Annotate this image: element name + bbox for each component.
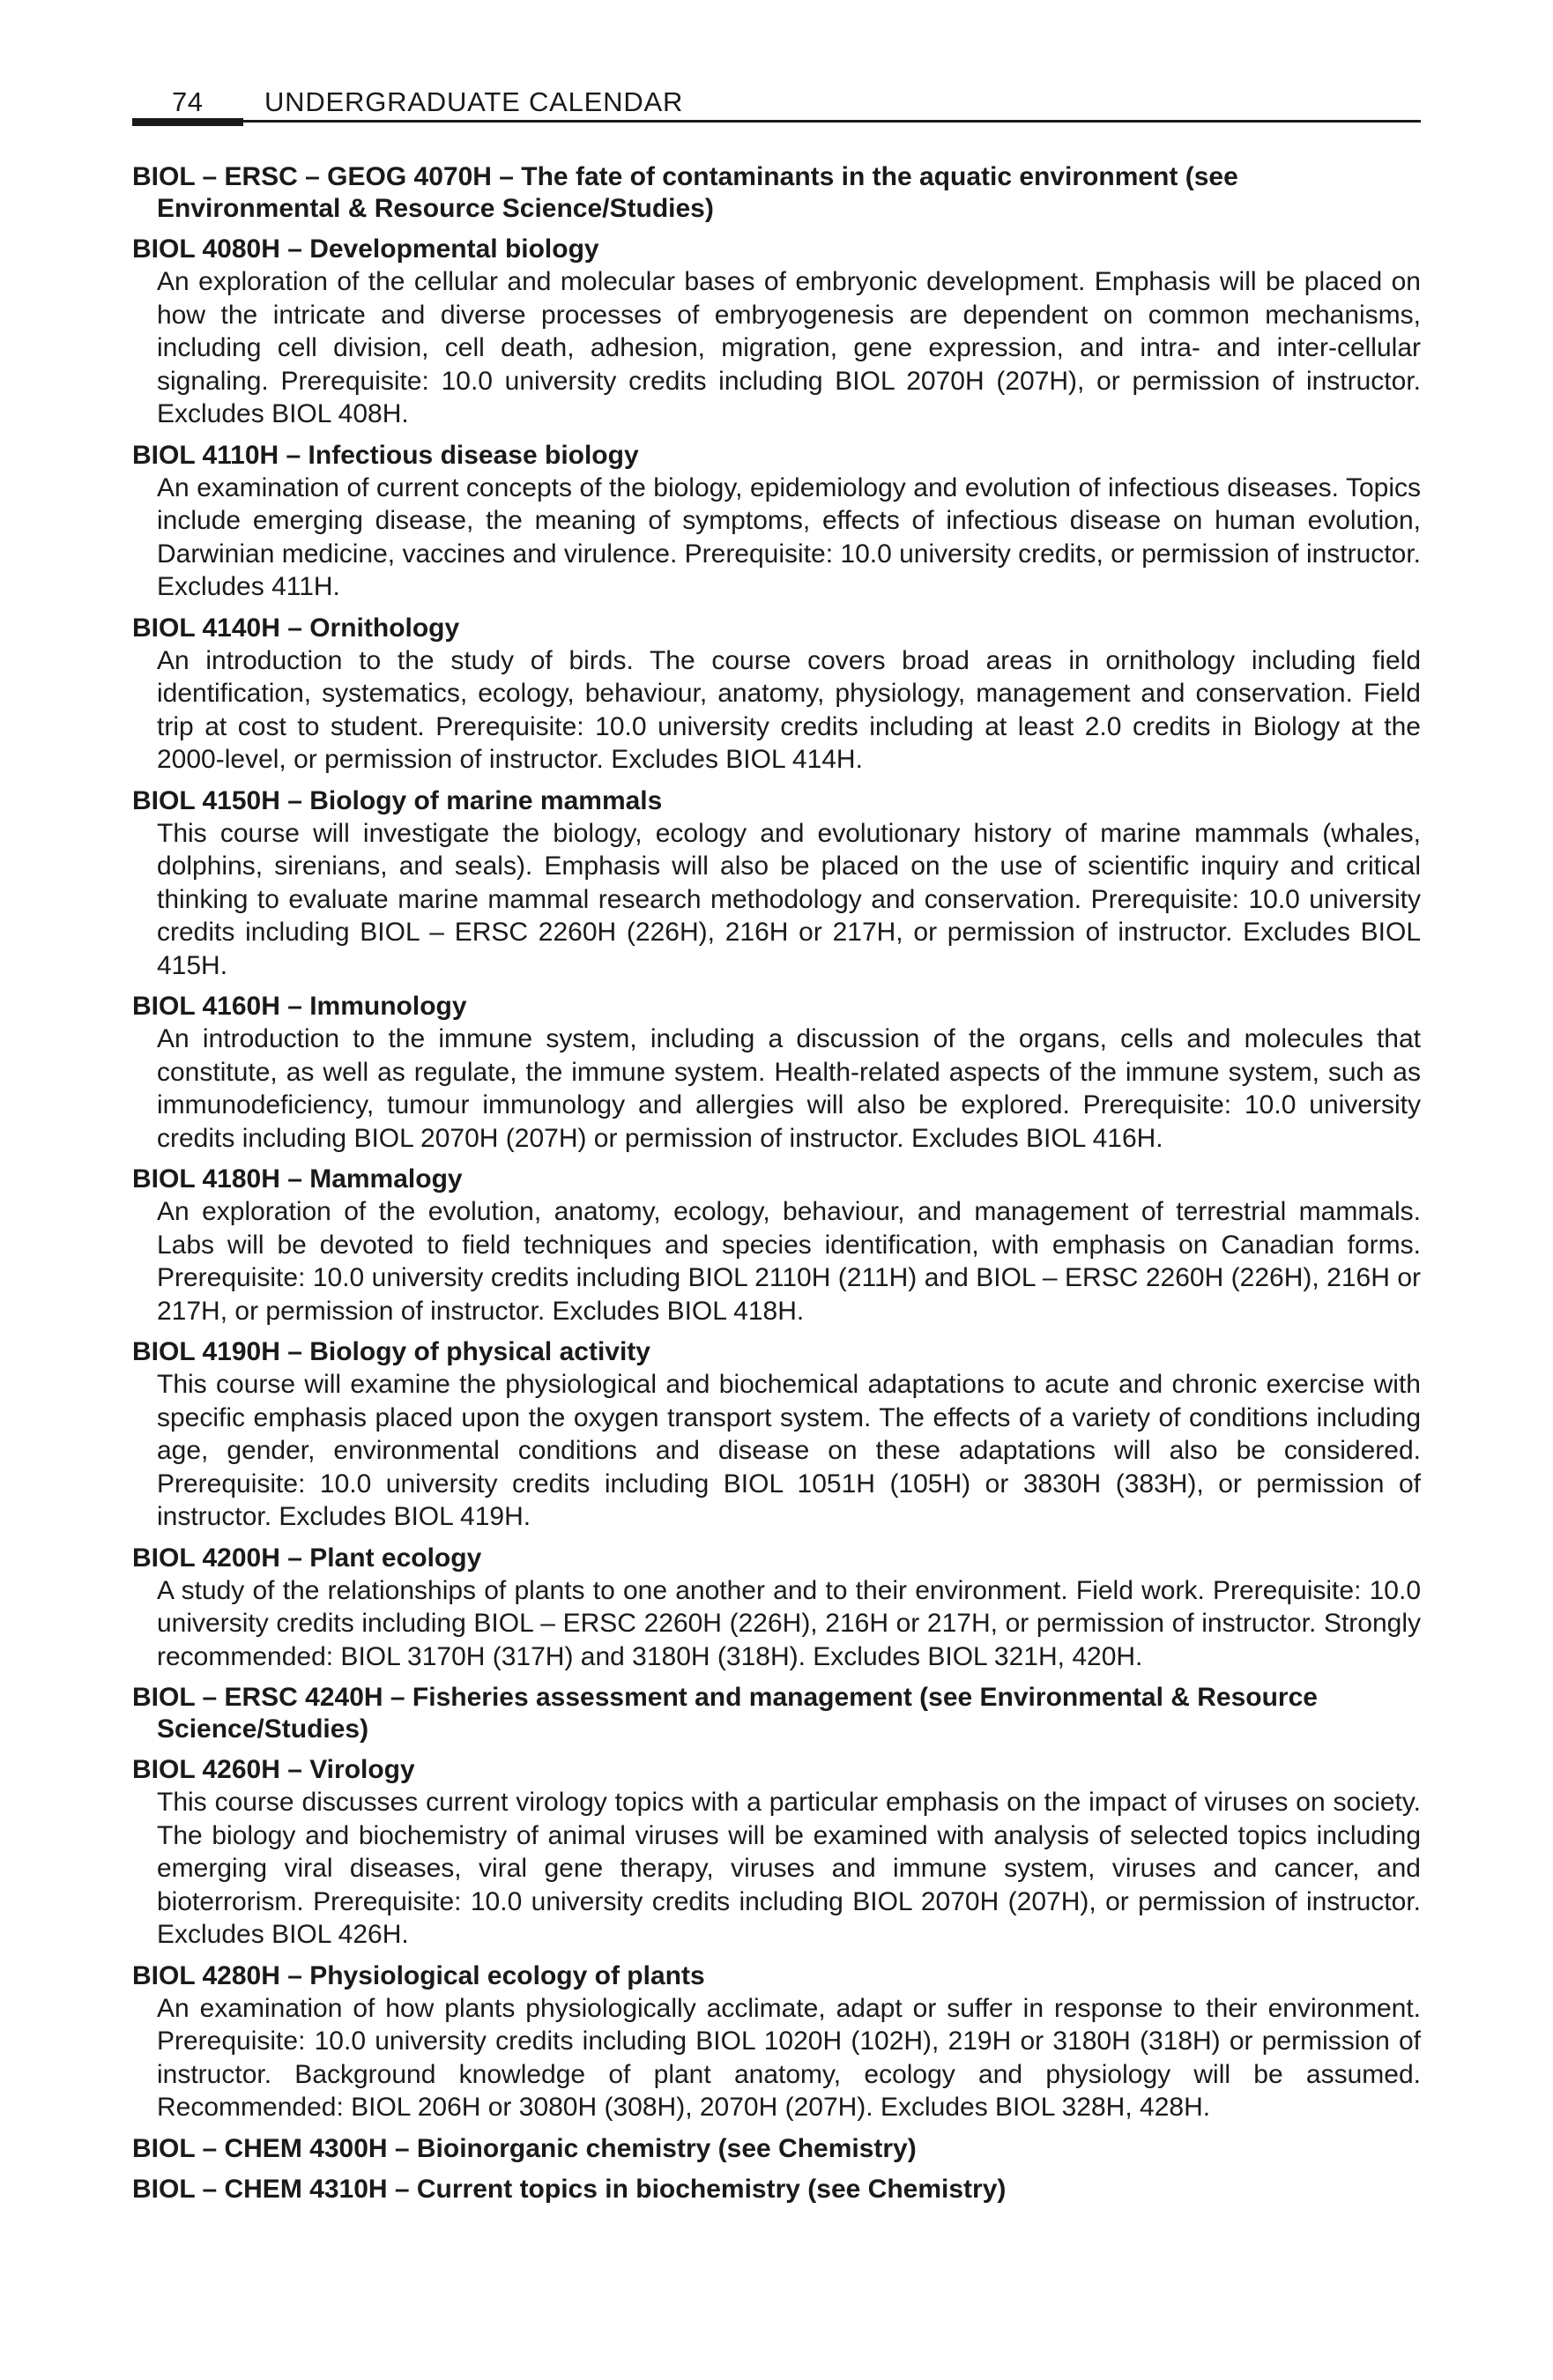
course-entry bbox=[132, 2174, 1421, 2205]
course-description: An exploration of the cellular and molecular bases of embryonic development. Emphasis will be placed on how the intricate and diverse processes of embryogenesis are dependent on common mechanisms, including cell division, cell death, adhesion, migration, gene expression, and intra- and inter-cellular signaling. Prerequisite: 10.0 university credits including BIOL 2070H (207H), or permission of instructor. Excludes BIOL 408H. bbox=[157, 267, 1421, 428]
course-entry bbox=[132, 1960, 1421, 2124]
course-entry bbox=[132, 1682, 1421, 1745]
course-title: BIOL 4150H – Biology of marine mammals bbox=[132, 785, 663, 815]
course-entry bbox=[132, 234, 1421, 431]
course-title: BIOL 4080H – Developmental biology bbox=[132, 234, 599, 264]
course-listing bbox=[132, 161, 1421, 2214]
course-title: BIOL 4160H – Immunology bbox=[132, 992, 467, 1021]
page-header bbox=[132, 81, 1421, 123]
course-title: BIOL 4190H – Biology of physical activity bbox=[132, 1337, 650, 1366]
course-title: BIOL – CHEM 4300H – Bioinorganic chemistry (see Chemistry) bbox=[132, 2133, 917, 2163]
header-rule bbox=[132, 120, 1421, 123]
running-title: UNDERGRADUATE CALENDAR bbox=[264, 86, 684, 117]
course-title: BIOL – ERSC 4240H – Fisheries assessment and management (see Environmental & Resource Science/Studies) bbox=[132, 1683, 1318, 1744]
course-entry bbox=[132, 1164, 1421, 1328]
course-entry bbox=[132, 2133, 1421, 2165]
course-title: BIOL 4110H – Infectious disease biology bbox=[132, 440, 639, 470]
course-title: BIOL 4200H – Plant ecology bbox=[132, 1543, 482, 1573]
course-entry bbox=[132, 785, 1421, 983]
header-rule-accent bbox=[132, 118, 243, 126]
course-entry bbox=[132, 1336, 1421, 1534]
course-entry bbox=[132, 613, 1421, 777]
course-title: BIOL 4260H – Virology bbox=[132, 1755, 415, 1784]
course-description: An examination of how plants physiologically acclimate, adapt or suffer in response to their environment. Prerequisite: 10.0 university credits including BIOL 1020H (102H), 219H or 3180H (318H) or permission of instructor. Background knowledge of plant anatomy, ecology and physiology will be assumed. Recommended: BIOL 206H or 3080H (308H), 2070H (207H). Excludes BIOL 328H, 428H. bbox=[157, 1993, 1421, 2122]
course-description: A study of the relationships of plants to one another and to their environment. Field work. Prerequisite: 10.0 university credits including BIOL – ERSC 2260H (226H), 216H or 217H, or permission of instructor. Strongly recommended: BIOL 3170H (317H) and 3180H (318H). Excludes BIOL 321H, 420H. bbox=[157, 1575, 1421, 1671]
course-entry bbox=[132, 440, 1421, 604]
course-entry bbox=[132, 1754, 1421, 1952]
page-number: 74 bbox=[172, 86, 204, 117]
course-description: This course will examine the physiological and biochemical adaptations to acute and chronic exercise with specific emphasis placed upon the oxygen transport system. The effects of a variety of conditions including age, gender, environmental conditions and disease on these adaptations will also be considered. Prerequisite: 10.0 university credits including BIOL 1051H (105H) or 3830H (383H), or permission of instructor. Excludes BIOL 419H. bbox=[157, 1370, 1421, 1531]
course-description: An examination of current concepts of the biology, epidemiology and evolution of infectious diseases. Topics include emerging disease, the meaning of symptoms, effects of infectious disease on human evolution, Darwinian medicine, vaccines and virulence. Prerequisite: 10.0 university credits, or permission of instructor. Excludes 411H. bbox=[157, 472, 1421, 601]
course-title: BIOL 4140H – Ornithology bbox=[132, 613, 460, 643]
course-title: BIOL – CHEM 4310H – Current topics in biochemistry (see Chemistry) bbox=[132, 2174, 1007, 2204]
course-entry bbox=[132, 991, 1421, 1155]
course-entry bbox=[132, 1543, 1421, 1674]
course-entry bbox=[132, 161, 1421, 225]
course-description: An introduction to the study of birds. The course covers broad areas in ornithology including field identification, systematics, ecology, behaviour, anatomy, physiology, management and conservation. Field trip at cost to student. Prerequisite: 10.0 university credits including at least 2.0 credits in Biology at the 2000-level, or permission of instructor. Excludes BIOL 414H. bbox=[157, 645, 1421, 774]
course-description: An introduction to the immune system, including a discussion of the organs, cells and molecules that constitute, as well as regulate, the immune system. Health-related aspects of the immune system, such as immunodeficiency, tumour immunology and allergies will also be explored. Prerequisite: 10.0 university credits including BIOL 2070H (207H) or permission of instructor. Excludes BIOL 416H. bbox=[157, 1024, 1421, 1153]
course-title: BIOL 4280H – Physiological ecology of plants bbox=[132, 1960, 705, 1990]
course-description: An exploration of the evolution, anatomy, ecology, behaviour, and management of terrestrial mammals. Labs will be devoted to field techniques and species identification, with emphasis on Canadian forms. Prerequisite: 10.0 university credits including BIOL 2110H (211H) and BIOL – ERSC 2260H (226H), 216H or 217H, or permission of instructor. Excludes BIOL 418H. bbox=[157, 1197, 1421, 1326]
course-description: This course discusses current virology topics with a particular emphasis on the impact of viruses on society. The biology and biochemistry of animal viruses will be examined with analysis of selected topics including emerging viral diseases, viral gene therapy, viruses and immune system, viruses and cancer, and bioterrorism. Prerequisite: 10.0 university credits including BIOL 2070H (207H), or permission of instructor. Excludes BIOL 426H. bbox=[157, 1788, 1421, 1949]
course-title: BIOL – ERSC – GEOG 4070H – The fate of contaminants in the aquatic environment (see Environmental & Resource Science/Studies) bbox=[132, 162, 1238, 223]
course-description: This course will investigate the biology, ecology and evolutionary history of marine mammals (whales, dolphins, sirenians, and seals). Emphasis will also be placed on the use of scientific inquiry and critical thinking to evaluate marine mammal research methodology and conservation. Prerequisite: 10.0 university credits including BIOL – ERSC 2260H (226H), 216H or 217H, or permission of instructor. Excludes BIOL 415H. bbox=[157, 818, 1421, 980]
course-title: BIOL 4180H – Mammalogy bbox=[132, 1164, 463, 1194]
